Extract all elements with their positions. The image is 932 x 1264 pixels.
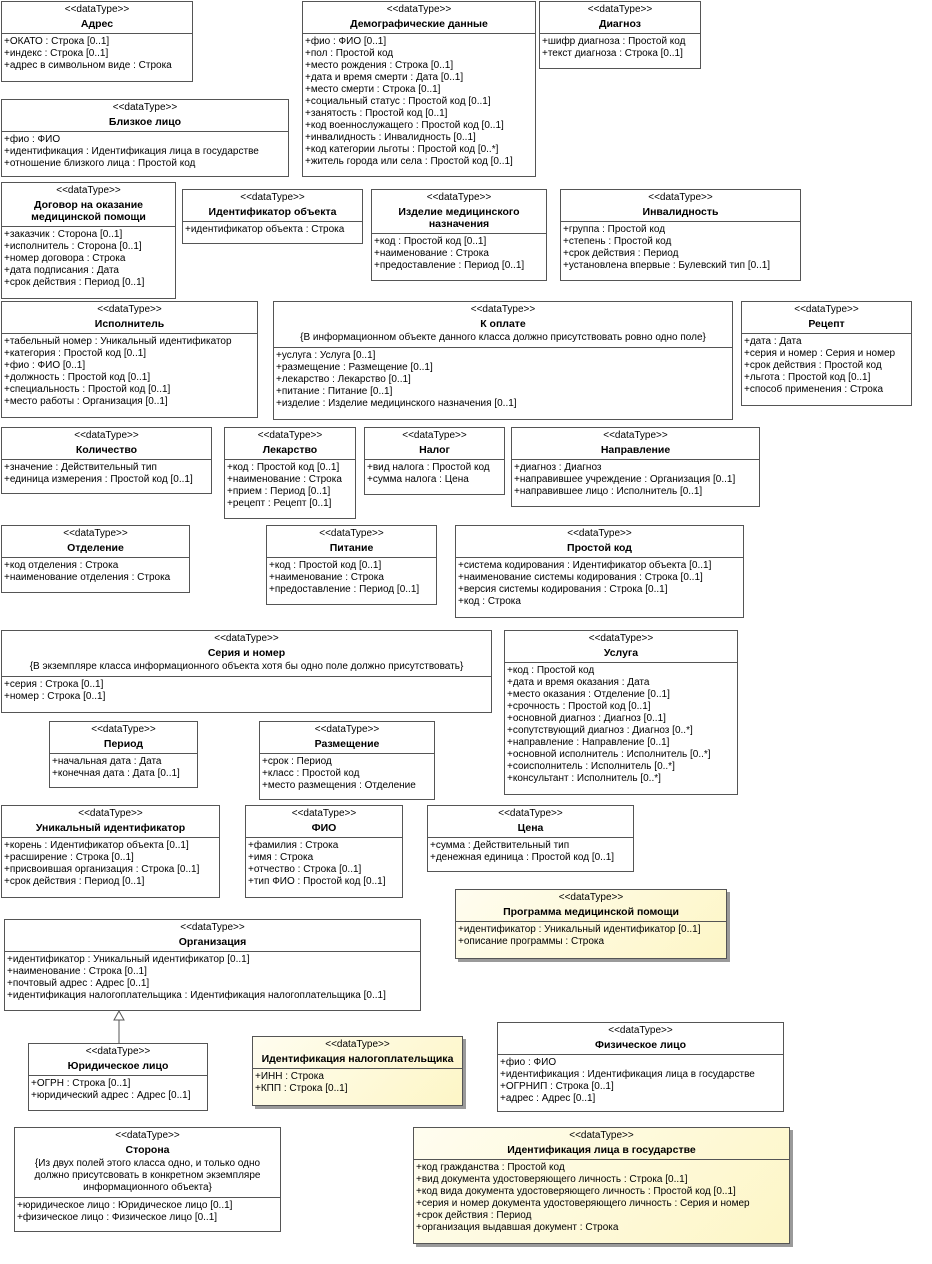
stereotype-label: <<dataType>> [91, 724, 156, 735]
attribute: +денежная единица : Простой код [0..1] [430, 852, 615, 863]
attribute: +юридическое лицо : Юридическое лицо [0..1] [17, 1200, 233, 1211]
attribute: +дата : Дата [744, 336, 802, 347]
attribute: +срочность : Простой код [0..1] [507, 701, 651, 712]
stereotype-label: <<dataType>> [498, 808, 563, 819]
class-constraint-note: {Из двух полей этого класса одно, и только одно должно присутсвовать в конкретном экземпляре информационного объекта} [34, 1158, 261, 1193]
class-constraint-note: {В экземпляре класса информационного объекта хотя бы одно поле должно присутствовать} [29, 661, 464, 672]
attribute: +сумма налога : Цена [367, 474, 469, 485]
attribute: +установлена впервые : Булевский тип [0..1] [563, 260, 771, 271]
class-name: Направление [600, 444, 671, 456]
attribute: +степень : Простой код [563, 236, 672, 247]
attribute: +изделие : Изделие медицинского назначения [0..1] [276, 398, 517, 409]
attribute: +код категории льготы : Простой код [0..*] [305, 144, 499, 155]
class-name: Инвалидность [642, 206, 719, 218]
attribute: +срок действия : Период [0..1] [4, 876, 145, 887]
attribute: +фио : ФИО [500, 1057, 557, 1068]
class-constraint-note: {В информационном объекте данного класса должно присутствовать ровно одно поле} [300, 332, 706, 343]
attribute: +фио : ФИО [0..1] [4, 360, 86, 371]
attribute: +код : Простой код [0..1] [227, 462, 340, 473]
stereotype-label: <<dataType>> [794, 304, 859, 315]
attribute: +табельный номер : Уникальный идентификатор [4, 336, 232, 347]
stereotype-label: <<dataType>> [97, 304, 162, 315]
attribute: +способ применения : Строка [744, 384, 884, 395]
attribute: +ОГРН : Строка [0..1] [31, 1078, 131, 1089]
attribute: +наименование : Строка [269, 572, 384, 583]
stereotype-label: <<dataType>> [325, 1039, 390, 1050]
class-name: Рецепт [808, 318, 845, 330]
class-name: Юридическое лицо [67, 1060, 169, 1072]
attribute: +ОГРНИП : Строка [0..1] [500, 1081, 614, 1092]
attribute: +должность : Простой код [0..1] [4, 372, 151, 383]
attribute: +специальность : Простой код [0..1] [4, 384, 171, 395]
attribute: +лекарство : Лекарство [0..1] [276, 374, 411, 385]
attribute: +отношение близкого лица : Простой код [4, 158, 196, 169]
stereotype-label: <<dataType>> [63, 528, 128, 539]
stereotype-label: <<dataType>> [115, 1130, 180, 1141]
attribute: +место смерти : Строка [0..1] [305, 84, 441, 95]
stereotype-label: <<dataType>> [386, 4, 452, 15]
attribute: +социальный статус : Простой код [0..1] [305, 96, 491, 107]
stereotype-label: <<dataType>> [569, 1130, 634, 1141]
attribute: +физическое лицо : Физическое лицо [0..1] [17, 1212, 218, 1223]
attribute: +группа : Простой код [563, 224, 666, 235]
class-name: Простой код [567, 542, 632, 554]
attribute: +срок : Период [262, 756, 332, 767]
class-name: Программа медицинской помощи [503, 906, 679, 918]
stereotype-label: <<dataType>> [112, 102, 178, 113]
attribute: +сумма : Действительный тип [430, 840, 570, 851]
attribute: +идентификатор : Уникальный идентификатор [0..1] [458, 924, 701, 935]
class-name: Идентификатор объекта [208, 206, 337, 218]
class-name: Размещение [314, 738, 380, 750]
attribute: +наименование системы кодирования : Строка [0..1] [458, 572, 703, 583]
attribute: +описание программы : Строка [458, 936, 605, 947]
stereotype-label: <<dataType>> [648, 192, 713, 203]
attribute: +шифр диагноза : Простой код [542, 36, 686, 47]
stereotype-label: <<dataType>> [314, 724, 380, 735]
stereotype-label: <<dataType>> [470, 304, 536, 315]
attribute: +инвалидность : Инвалидность [0..1] [305, 132, 476, 143]
attribute: +индекс : Строка [0..1] [4, 48, 109, 59]
stereotype-label: <<dataType>> [74, 430, 139, 441]
attribute: +пол : Простой код [305, 48, 394, 59]
attribute: +код : Простой код [0..1] [269, 560, 382, 571]
attribute: +класс : Простой код [262, 768, 360, 779]
stereotype-label: <<dataType>> [603, 430, 668, 441]
stereotype-label: <<dataType>> [291, 808, 357, 819]
attribute: +льгота : Простой код [0..1] [744, 372, 871, 383]
stereotype-label: <<dataType>> [608, 1025, 673, 1036]
attribute: +присвоившая организация : Строка [0..1] [4, 864, 200, 875]
stereotype-label: <<dataType>> [567, 528, 632, 539]
attribute: +дата и время оказания : Дата [507, 677, 650, 688]
attribute: +организация выдавшая документ : Строка [416, 1222, 619, 1233]
stereotype-label: <<dataType>> [214, 633, 279, 644]
attribute: +код отделения : Строка [4, 560, 119, 571]
attribute: +наименование : Строка [0..1] [7, 966, 147, 977]
class-name: Питание [329, 542, 374, 554]
attribute: +сопутствующий диагноз : Диагноз [0..*] [507, 725, 693, 736]
class-name: Адрес [80, 18, 114, 30]
attribute: +основной диагноз : Диагноз [0..1] [507, 713, 666, 724]
class-name: Изделие медицинского назначения [398, 206, 520, 230]
attribute: +код : Простой код [507, 665, 595, 676]
attribute: +единица измерения : Простой код [0..1] [4, 474, 193, 485]
class-name: Идентификация лица в государстве [507, 1144, 696, 1156]
class-name: Налог [419, 444, 450, 456]
attribute: +наименование отделения : Строка [4, 572, 171, 583]
attribute: +питание : Питание [0..1] [276, 386, 393, 397]
attribute: +ОКАТО : Строка [0..1] [4, 36, 110, 47]
attribute: +основной исполнитель : Исполнитель [0..*] [507, 749, 711, 760]
attribute: +значение : Действительный тип [4, 462, 157, 473]
attribute: +идентификация налогоплательщика : Идентификация налогоплательщика [0..1] [7, 990, 386, 1001]
attribute: +место работы : Организация [0..1] [4, 396, 168, 407]
stereotype-label: <<dataType>> [588, 633, 654, 644]
attribute: +текст диагноза : Строка [0..1] [542, 48, 683, 59]
attribute: +фамилия : Строка [248, 840, 339, 851]
attribute: +место рождения : Строка [0..1] [305, 60, 454, 71]
class-name: Близкое лицо [108, 116, 182, 128]
attribute: +серия : Строка [0..1] [4, 679, 104, 690]
attribute: +срок действия : Период [563, 248, 679, 259]
attribute: +занятость : Простой код [0..1] [305, 108, 448, 119]
attribute: +направившее учреждение : Организация [0..1] [514, 474, 736, 485]
class-name: ФИО [311, 822, 337, 834]
attribute: +фио : ФИО [0..1] [305, 36, 387, 47]
stereotype-label: <<dataType>> [426, 192, 492, 203]
attribute: +серия и номер документа удостоверяющего личность : Серия и номер [416, 1198, 750, 1209]
attribute: +идентификатор объекта : Строка [185, 224, 345, 235]
stereotype-label: <<dataType>> [558, 892, 624, 903]
stereotype-label: <<dataType>> [56, 185, 121, 196]
class-name: Серия и номер [207, 647, 286, 659]
attribute: +адрес : Адрес [0..1] [500, 1093, 596, 1104]
attribute: +фио : ФИО [4, 134, 61, 145]
attribute: +дата подписания : Дата [4, 265, 119, 276]
attribute: +срок действия : Период [0..1] [4, 277, 145, 288]
attribute: +соисполнитель : Исполнитель [0..*] [507, 761, 675, 772]
attribute: +идентификатор : Уникальный идентификатор [0..1] [7, 954, 250, 965]
attribute: +наименование : Строка [227, 474, 342, 485]
stereotype-label: <<dataType>> [240, 192, 305, 203]
attribute: +начальная дата : Дата [52, 756, 162, 767]
attribute: +место размещения : Отделение [262, 780, 416, 791]
attribute: +код : Простой код [0..1] [374, 236, 487, 247]
attribute: +адрес в символьном виде : Строка [4, 60, 172, 71]
attribute: +вид налога : Простой код [367, 462, 490, 473]
attribute: +предоставление : Период [0..1] [269, 584, 420, 595]
class-name: Идентификация налогоплательщика [261, 1053, 454, 1065]
attribute: +диагноз : Диагноз [514, 462, 602, 473]
attribute: +предоставление : Период [0..1] [374, 260, 525, 271]
attribute: +код гражданства : Простой код [416, 1162, 565, 1173]
attribute: +номер : Строка [0..1] [4, 691, 106, 702]
attribute: +идентификация : Идентификация лица в государстве [500, 1069, 755, 1080]
class-name: Уникальный идентификатор [35, 822, 186, 834]
class-name: Сторона [125, 1144, 170, 1156]
attribute: +вид документа удостоверяющего личность : Строка [0..1] [416, 1174, 688, 1185]
stereotype-label: <<dataType>> [85, 1046, 151, 1057]
attribute: +срок действия : Простой код [744, 360, 882, 371]
attribute: +отчество : Строка [0..1] [248, 864, 362, 875]
attribute: +ИНН : Строка [255, 1071, 324, 1082]
attribute: +система кодирования : Идентификатор объекта [0..1] [458, 560, 712, 571]
attribute: +тип ФИО : Простой код [0..1] [248, 876, 386, 887]
attribute: +код вида документа удостоверяющего личность : Простой код [0..1] [416, 1186, 736, 1197]
stereotype-label: <<dataType>> [64, 4, 130, 15]
attribute: +направившее лицо : Исполнитель [0..1] [514, 486, 703, 497]
class-name: Демографические данные [350, 18, 488, 30]
stereotype-label: <<dataType>> [402, 430, 467, 441]
class-name: Исполнитель [94, 318, 165, 330]
class-name: Количество [75, 444, 138, 456]
stereotype-label: <<dataType>> [587, 4, 653, 15]
attribute: +имя : Строка [248, 852, 314, 863]
stereotype-label: <<dataType>> [257, 430, 323, 441]
attribute: +версия системы кодирования : Строка [0..1] [458, 584, 668, 595]
attribute: +юридический адрес : Адрес [0..1] [31, 1090, 191, 1101]
class-name: Услуга [603, 647, 639, 659]
attribute: +срок действия : Период [416, 1210, 532, 1221]
attribute: +расширение : Строка [0..1] [4, 852, 134, 863]
attribute: +место оказания : Отделение [0..1] [507, 689, 670, 700]
attribute: +дата и время смерти : Дата [0..1] [305, 72, 464, 83]
attribute: +почтовый адрес : Адрес [0..1] [7, 978, 150, 989]
generalization-arrowhead [114, 1011, 124, 1020]
stereotype-label: <<dataType>> [319, 528, 384, 539]
class-name: Договор на оказание медицинской помощи [31, 199, 146, 223]
class-name: Организация [178, 936, 247, 948]
attribute: +услуга : Услуга [0..1] [276, 350, 376, 361]
attribute: +код военнослужащего : Простой код [0..1] [305, 120, 504, 131]
class-name: Лекарство [262, 444, 318, 456]
attribute: +категория : Простой код [0..1] [4, 348, 147, 359]
class-name: Отделение [67, 542, 124, 554]
attribute: +исполнитель : Сторона [0..1] [4, 241, 142, 252]
attribute: +житель города или села : Простой код [0..1] [305, 156, 513, 167]
attribute: +заказчик : Сторона [0..1] [4, 229, 123, 240]
stereotype-label: <<dataType>> [180, 922, 245, 933]
attribute: +КПП : Строка [0..1] [255, 1083, 348, 1094]
class-name: Цена [517, 822, 544, 834]
class-name: Физическое лицо [594, 1039, 686, 1051]
attribute: +корень : Идентификатор объекта [0..1] [4, 840, 189, 851]
attribute: +направление : Направление [0..1] [507, 737, 670, 748]
class-name: К оплате [480, 318, 526, 330]
attribute: +наименование : Строка [374, 248, 489, 259]
attribute: +конечная дата : Дата [0..1] [52, 768, 180, 779]
attribute: +серия и номер : Серия и номер [744, 348, 896, 359]
class-name: Период [103, 738, 144, 750]
class-name: Диагноз [599, 18, 641, 30]
attribute: +рецепт : Рецепт [0..1] [227, 498, 332, 509]
attribute: +размещение : Размещение [0..1] [276, 362, 433, 373]
attribute: +код : Строка [458, 596, 521, 607]
attribute: +идентификация : Идентификация лица в государстве [4, 146, 259, 157]
attribute: +номер договора : Строка [4, 253, 126, 264]
stereotype-label: <<dataType>> [78, 808, 143, 819]
attribute: +консультант : Исполнитель [0..*] [507, 773, 661, 784]
attribute: +прием : Период [0..1] [227, 486, 331, 497]
